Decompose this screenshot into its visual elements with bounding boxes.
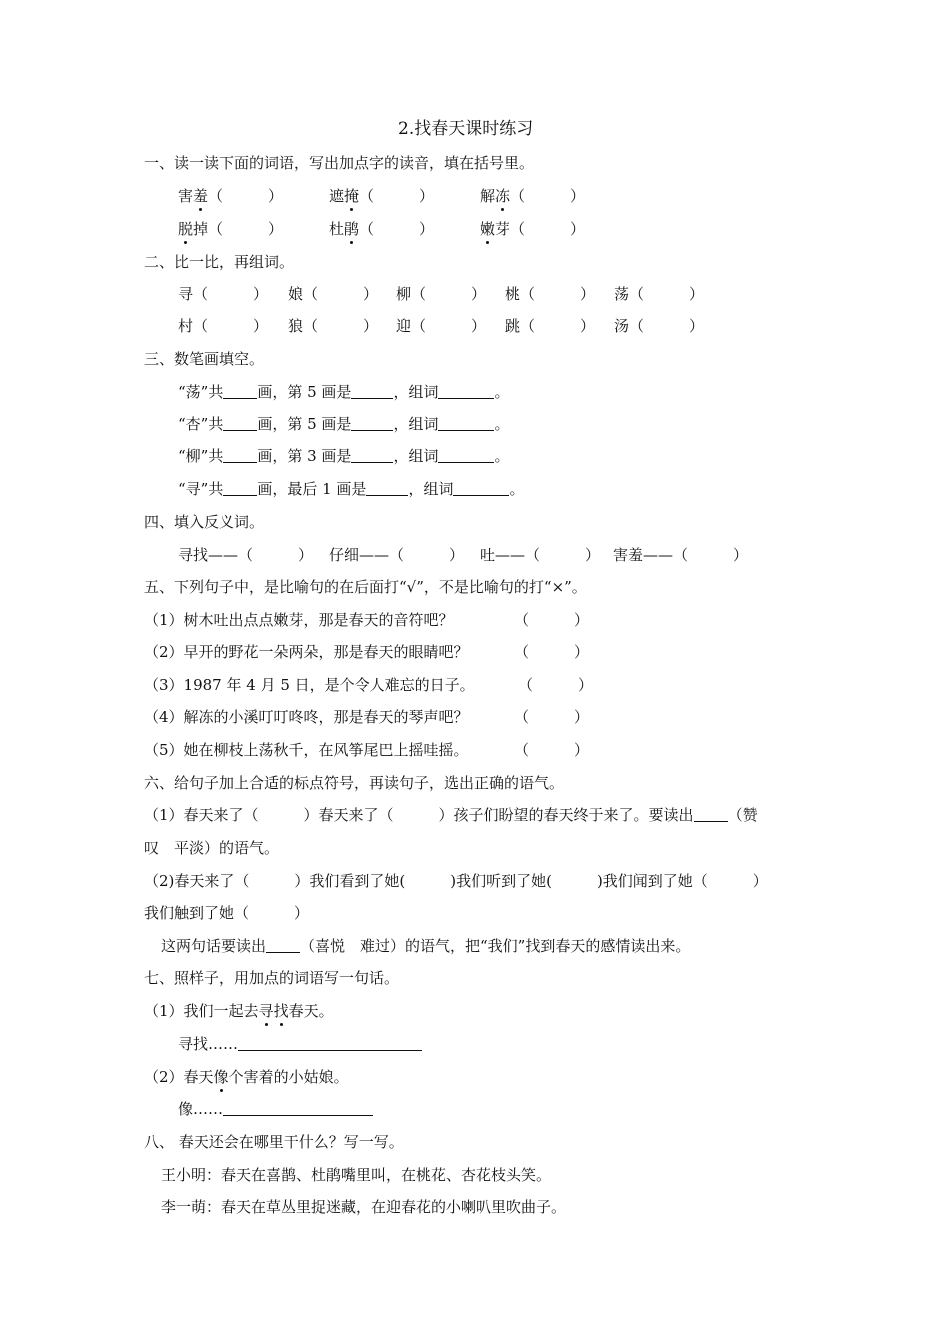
answer-blank[interactable] [223,383,257,399]
answer-paren[interactable]: （ ） [510,187,586,205]
word-item [329,219,434,239]
stroke-item: “荡”共 画，第 5 画是 ，组词 。 [178,383,510,401]
tone-question-1-cont: 叹 平淡）的语气。 [144,839,280,857]
answer-paren[interactable]: （ ） [510,220,586,238]
compare-item[interactable]: 寻（ ） [178,285,269,303]
word-text: 解 [480,187,496,205]
tone-question-2-cont: 我们触到了她（ ） [144,904,310,922]
answer-paren[interactable]: （ ） [514,741,590,759]
compare-item[interactable]: 桃（ ） [505,285,596,303]
word-item [178,219,283,239]
section-5-heading: 五、下列句子中，是比喻句的在后面打“√”，不是比喻句的打“×”。 [144,578,587,596]
dotted-char: 冻 [495,187,511,205]
answer-blank[interactable] [351,447,393,463]
dotted-char: 像 [213,1068,229,1086]
section-1-heading: 一、读一读下面的词语，写出加点字的读音，填在括号里。 [144,154,535,172]
answer-blank[interactable] [694,806,728,822]
word-item [480,219,585,239]
answer-blank[interactable] [238,1035,422,1051]
answer-blank[interactable] [351,383,393,399]
simile-sentence: （3）1987 年 4 月 5 日，是个令人难忘的日子。 [144,676,475,694]
dotted-char: 掩 [344,187,360,205]
section-2-heading: 二、比一比，再组词。 [144,253,295,271]
answer-blank[interactable] [266,937,300,953]
answer-blank[interactable] [438,447,494,463]
answer-blank[interactable] [453,480,509,496]
antonym-item[interactable]: 吐——（ ） [480,546,601,564]
answer-paren[interactable]: （ ） [518,676,594,694]
stroke-item: “寻”共 画，最后 1 画是 ，组词 。 [178,480,525,498]
word-item [178,186,283,206]
answer-paren[interactable]: （ ） [514,708,590,726]
section-3-heading: 三、数笔画填空。 [144,350,265,368]
word-item [480,186,585,206]
dotted-char: 脱 [178,220,194,238]
section-8-heading: 八、 春天还会在哪里干什么？写一写。 [144,1133,404,1151]
simile-sentence: （2）早开的野花一朵两朵，那是春天的眼睛吧？ [144,643,469,661]
stroke-item: “柳”共 画，第 3 画是 ，组词 。 [178,447,510,465]
write-prompt-1: 寻找…… [178,1034,422,1054]
answer-blank[interactable] [351,415,393,431]
compare-item[interactable]: 娘（ ） [288,285,379,303]
dotted-char: 寻 [258,1002,274,1020]
answer-paren[interactable]: （ ） [359,220,435,238]
word-text: 遮 [329,187,345,205]
tone-question-1: （1）春天来了（ ）春天来了（ ）孩子们盼望的春天终于来了。要读出 （赞 [144,806,758,824]
section-4-heading: 四、填入反义词。 [144,513,265,531]
tone-question-2-prompt: 这两句话要读出 （喜悦 难过）的语气，把“我们”找到春天的感情读出来。 [161,937,691,955]
antonym-item[interactable]: 仔细——（ ） [329,546,465,564]
compare-item[interactable]: 跳（ ） [505,317,596,335]
example-answer-2: 李一萌：春天在草丛里捉迷藏，在迎春花的小喇叭里吹曲子。 [161,1198,567,1216]
answer-blank[interactable] [223,447,257,463]
compare-item[interactable]: 汤（ ） [614,317,705,335]
answer-paren[interactable]: （ ） [514,643,590,661]
compare-item[interactable]: 荡（ ） [614,285,705,303]
word-text: 害 [178,187,194,205]
antonym-item[interactable]: 寻找——（ ） [178,546,314,564]
answer-blank[interactable] [366,480,408,496]
compare-item[interactable]: 村（ ） [178,317,269,335]
write-prompt-2: 像…… [178,1099,373,1119]
answer-paren[interactable]: （ ） [208,220,284,238]
compare-item[interactable]: 柳（ ） [396,285,487,303]
answer-blank[interactable] [438,415,494,431]
compare-item[interactable]: 狼（ ） [288,317,379,335]
section-6-heading: 六、给句子加上合适的标点符号，再读句子，选出正确的语气。 [144,774,565,792]
example-answer-1: 王小明：春天在喜鹊、杜鹃嘴里叫，在桃花、杏花枝头笑。 [161,1166,552,1184]
answer-paren[interactable]: （ ） [359,187,435,205]
answer-paren[interactable]: （ ） [208,187,284,205]
dotted-char: 嫩 [480,220,496,238]
answer-blank[interactable] [223,415,257,431]
compare-item[interactable]: 迎（ ） [396,317,487,335]
simile-sentence: （4）解冻的小溪叮叮咚咚，那是春天的琴声吧？ [144,708,469,726]
answer-blank[interactable] [438,383,494,399]
dotted-char: 找 [273,1002,289,1020]
word-item [329,186,434,206]
word-text: 芽 [495,220,511,238]
answer-blank[interactable] [223,480,257,496]
tone-question-2: （2)春天来了（ ）我们看到了她( )我们听到了她( )我们闻到了她（ ） [144,872,768,890]
dotted-char: 羞 [193,187,209,205]
section-7-heading: 七、照样子，用加点的词语写一句话。 [144,969,400,987]
word-text: 掉 [193,220,209,238]
example-sentence-1: （1）我们一起去寻找春天。 [144,1002,334,1020]
stroke-item: “杏”共 画，第 5 画是 ，组词 。 [178,415,510,433]
antonym-item[interactable]: 害羞——（ ） [613,546,749,564]
answer-blank[interactable] [223,1100,373,1116]
simile-sentence: （5）她在柳枝上荡秋千，在风筝尾巴上摇哇摇。 [144,741,469,759]
dotted-char: 鹃 [344,220,360,238]
page-title: 2.找春天课时练习 [398,119,534,139]
answer-paren[interactable]: （ ） [514,611,590,629]
simile-sentence: （1）树木吐出点点嫩芽，那是春天的音符吧？ [144,611,454,629]
word-text: 杜 [329,220,345,238]
example-sentence-2: （2）春天像个害着的小姑娘。 [144,1068,349,1086]
